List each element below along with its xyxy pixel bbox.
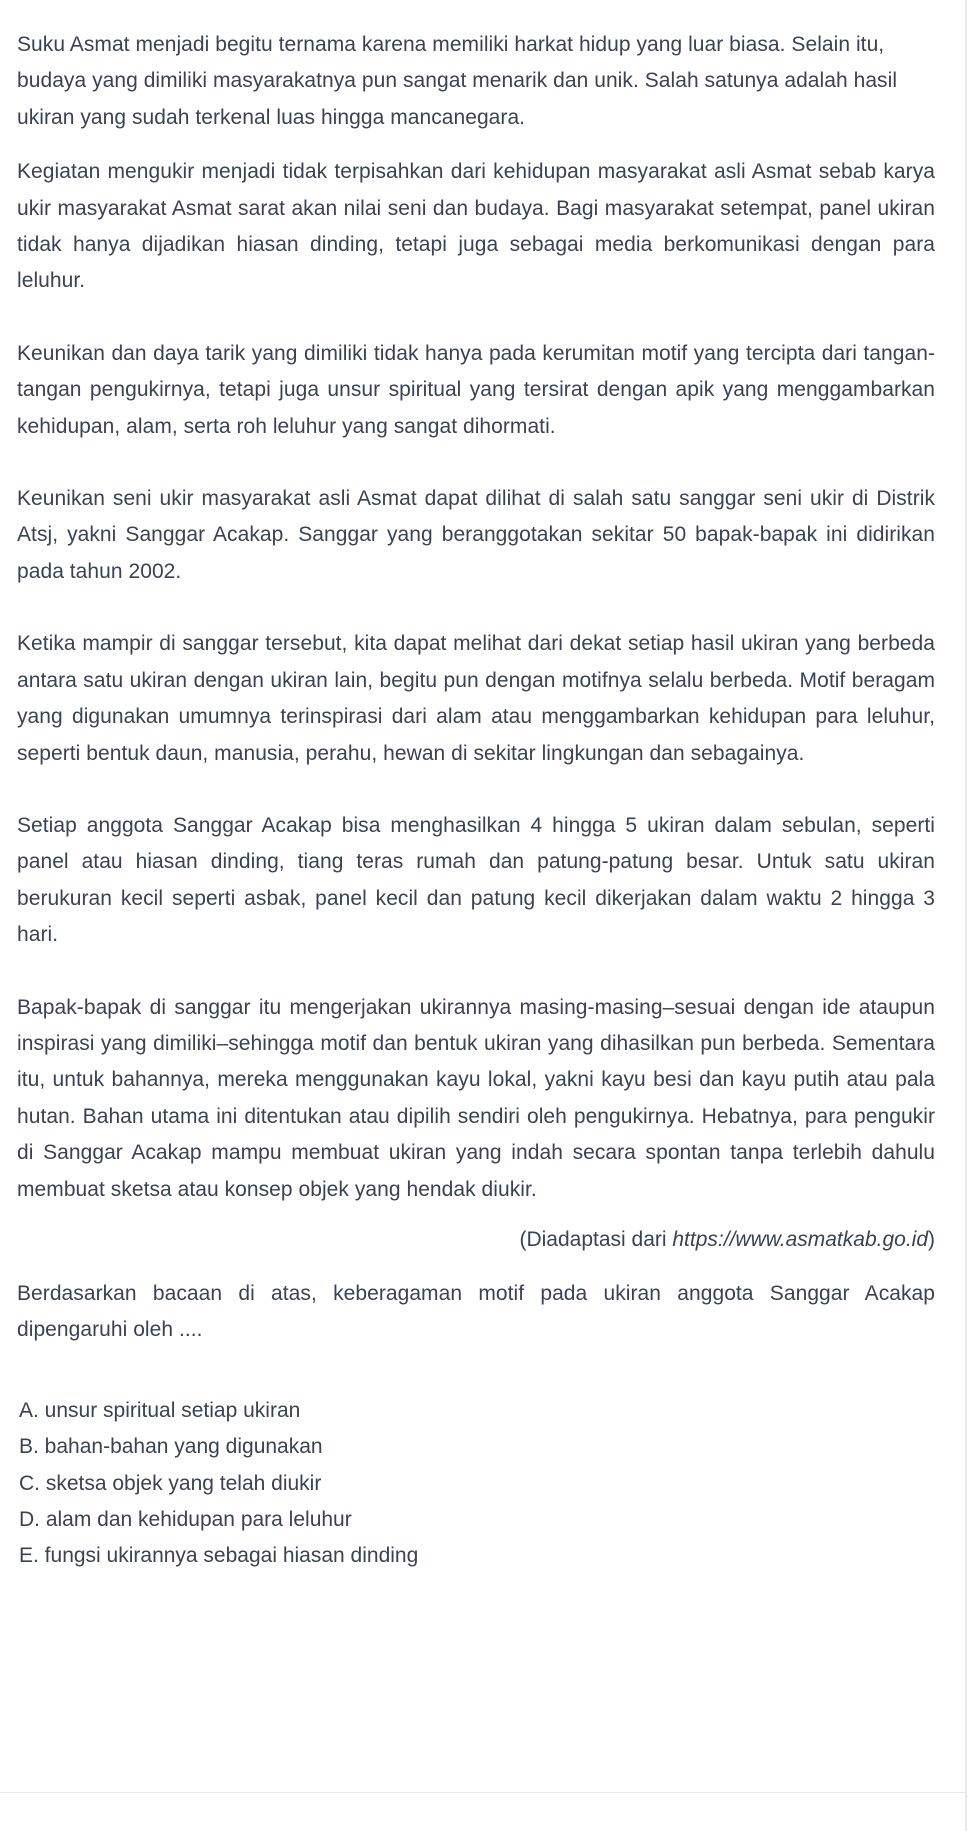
question-text: Berdasarkan bacaan di atas, keberagaman motif pada ukiran anggota Sanggar Acakap dipengaruhi oleh .... [17,1281,935,1342]
source-url: https://www.asmatkab.go.id [672,1227,928,1251]
reading-passage [17,27,935,1575]
option-e[interactable]: E. fungsi ukirannya sebagai hiasan dinding [19,1544,419,1568]
source-prefix: (Diadaptasi dari [519,1227,673,1251]
passage-paragraph-6: Setiap anggota Sanggar Acakap bisa menghasilkan 4 hingga 5 ukiran dalam sebulan, seperti panel atau hiasan dinding, tiang teras rumah dan patung-patung besar. Untuk satu ukiran berukuran kecil seperti asbak, panel kecil dan patung kecil dikerjakan dalam waktu 2 hingga 3 hari. [17,813,935,947]
source-citation [17,1222,935,1258]
option-b[interactable]: B. bahan-bahan yang digunakan [19,1435,323,1459]
option-a[interactable]: A. unsur spiritual setiap ukiran [19,1398,301,1422]
passage-paragraph-3: Keunikan dan daya tarik yang dimiliki tidak hanya pada kerumitan motif yang tercipta dari tangan-tangan pengukirnya, tetapi juga unsur spiritual yang tersirat dengan apik yang menggambarkan kehidupan, alam, serta roh leluhur yang sangat dihormati. [17,341,935,438]
passage-paragraph-2: Kegiatan mengukir menjadi tidak terpisahkan dari kehidupan masyarakat asli Asmat sebab karya ukir masyarakat Asmat sarat akan nilai seni dan budaya. Bagi masyarakat setempat, panel ukiran tidak hanya dijadikan hiasan dinding, tetapi juga sebagai media berkomunikasi dengan para leluhur. [17,160,935,293]
answer-options [17,1393,935,1575]
option-c[interactable]: C. sketsa objek yang telah diukir [19,1471,322,1495]
option-d[interactable]: D. alam dan kehidupan para leluhur [19,1508,352,1531]
passage-paragraph-4: Keunikan seni ukir masyarakat asli Asmat dapat dilihat di salah satu sanggar seni ukir di Distrik Atsj, yakni Sanggar Acakap. Sanggar yang beranggotakan sekitar 50 bapak-bapak ini didirikan pada tahun 2002. [17,487,935,583]
bottom-divider [0,1792,967,1793]
passage-paragraph-1: Suku Asmat menjadi begitu ternama karena memiliki harkat hidup yang luar biasa. Selain itu, budaya yang dimiliki masyarakatnya pun sangat menarik dan unik. Salah satunya adalah hasil ukiran yang sudah terkenal luas hingga mancanegara. [17,33,898,129]
source-suffix: ) [928,1227,935,1251]
passage-paragraph-5: Ketika mampir di sanggar tersebut, kita dapat melihat dari dekat setiap hasil ukiran yang berbeda antara satu ukiran dengan ukiran lain, begitu pun dengan motifnya selalu berbeda. Motif beragam yang digunakan umumnya terinspirasi dari alam atau menggambarkan kehidupan para leluhur, seperti bentuk daun, manusia, perahu, hewan di sekitar lingkungan dan sebagainya. [17,632,935,765]
passage-paragraph-7: Bapak-bapak di sanggar itu mengerjakan ukirannya masing-masing–sesuai dengan ide ataupun inspirasi yang dimiliki–sehingga motif dan bentuk ukiran yang dihasilkan pun berbeda. Sementara itu, untuk bahannya, mereka menggunakan kayu lokal, yakni kayu besi dan kayu putih atau pala hutan. Bahan utama ini ditentukan atau dipilih sendiri oleh pengukirnya. Hebatnya, para pengukir di Sanggar Acakap mampu membuat ukiran yang indah secara spontan tanpa terlebih dahulu membuat sketsa atau konsep objek yang hendak diukir. [17,995,935,1201]
